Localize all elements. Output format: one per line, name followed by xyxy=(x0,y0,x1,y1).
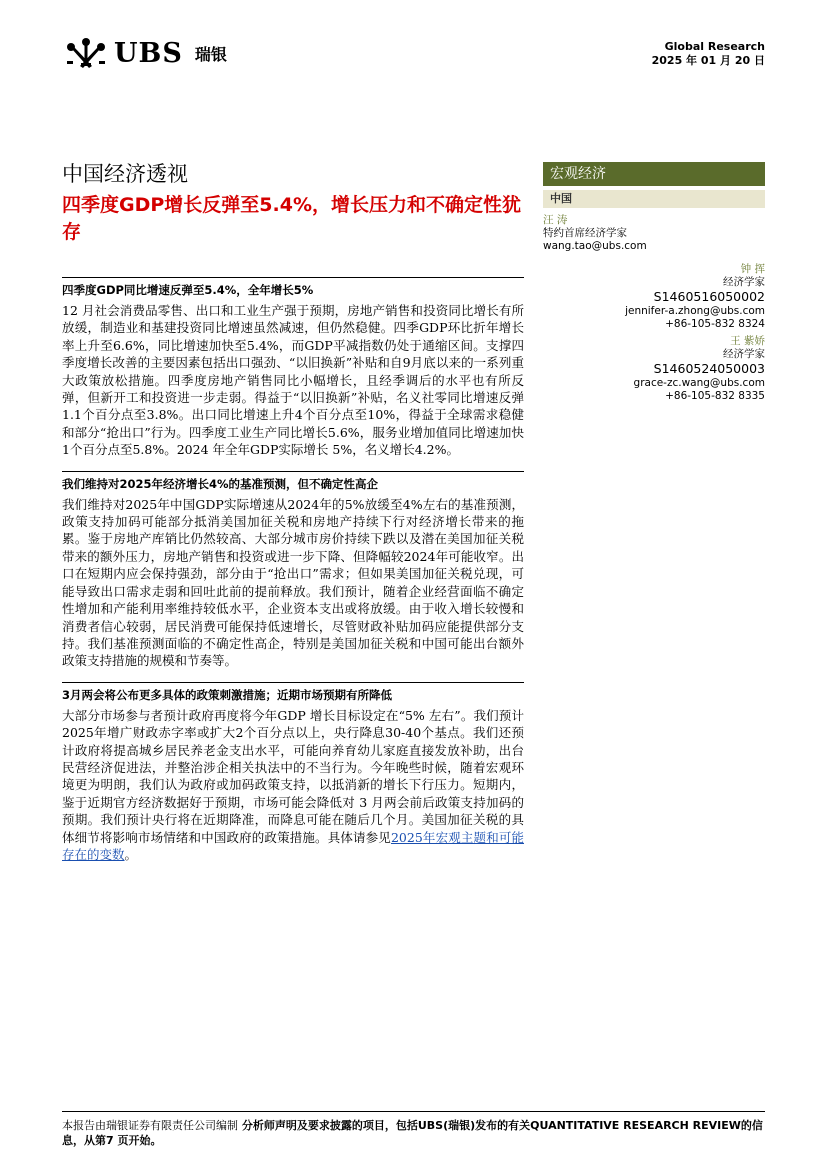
brand-name-cn: 瑞银 xyxy=(194,44,227,64)
analyst-id: S1460524050003 xyxy=(653,361,765,376)
footer-disclaimer xyxy=(62,1111,765,1148)
analyst-name: 钟 挥 xyxy=(740,263,765,275)
ubs-logo xyxy=(62,35,227,71)
analyst-phone: +86-105-832 8335 xyxy=(665,390,765,402)
division-label: Global Research xyxy=(664,40,765,53)
sidebar xyxy=(543,162,765,403)
header-meta xyxy=(652,40,765,68)
analyst-email[interactable]: wang.tao@ubs.com xyxy=(543,240,647,252)
macro-themes-link[interactable]: 2025年宏观主题和可能存在的变数 xyxy=(62,829,524,862)
country-bar: 中国 xyxy=(543,190,765,208)
ubs-keys-icon xyxy=(62,35,110,71)
footer-text-1: 本报告由瑞银证券有限责任公司编制 xyxy=(62,1119,238,1132)
section-heading: 3月两会将公布更多具体的政策刺激措施；近期市场预期有所降低 xyxy=(62,682,524,703)
analyst-role: 特约首席经济学家 xyxy=(543,227,627,239)
section-paragraph xyxy=(62,707,524,864)
paragraph-tail: 。 xyxy=(124,846,138,862)
report-subtitle: 四季度GDP增长反弹至5.4%，增长压力和不确定性犹存 xyxy=(62,194,521,243)
section-paragraph-text: 大部分市场参与者预计政府再度将今年GDP 增长目标设定在“5% 左右”。我们预计2025年增广财政赤字率或扩大2个百分点以上，央行降息30-40个基点。我们还预计政府将提高城乡居民养老金支出水平，可能向养育幼儿家庭直接发放补助，出台民营经济促进法，并整治涉企相关执法中的不当行为。今年晚些时候，随着宏观环境更为明朗，我们认为政府或加码政策支持，以抵消新的增长下行压力。短期内，鉴于近期官方经济数据好于预期，市场可能会降低对 3 月两会前后政策支持加码的预期。我们预计央行将在近期降准，而降息可能在随后几个月。美国加征关税的具体细节将影响市场情绪和中国政府的政策措施。具体请参见 xyxy=(62,707,524,845)
analyst-role: 经济学家 xyxy=(723,276,765,288)
analyst-email[interactable]: grace-zc.wang@ubs.com xyxy=(633,377,765,389)
report-title: 中国经济透视 xyxy=(62,162,188,186)
analyst-role: 经济学家 xyxy=(723,348,765,360)
analyst-phone: +86-105-832 8324 xyxy=(665,318,765,330)
analyst-name: 汪 涛 xyxy=(543,214,568,226)
analyst-card xyxy=(543,335,765,403)
section-heading: 四季度GDP同比增速反弹至5.4%，全年增长5% xyxy=(62,277,524,298)
analyst-id: S1460516050002 xyxy=(653,289,765,304)
analyst-card xyxy=(543,214,765,253)
section-heading: 我们维持对2025年经济增长4%的基准预测，但不确定性高企 xyxy=(62,471,524,492)
brand-name: UBS xyxy=(114,37,183,69)
main-content xyxy=(62,277,524,875)
report-date: 2025 年 01 月 20 日 xyxy=(651,54,765,67)
footer-text-2: 分析师声明及要求披露的项目，包括UBS(瑞银)发布的有关QUANTITATIVE RESEARCH REVIEW的信息，从第7 页开始。 xyxy=(62,1119,763,1147)
category-bar: 宏观经济 xyxy=(543,162,765,186)
section-paragraph: 我们维持对2025年中国GDP实际增速从2024年的5%放缓至4%左右的基准预测，政策支持加码可能部分抵消美国加征关税和房地产持续下行对经济增长带来的拖累。鉴于房地产库销比仍然较高、大部分城市房价持续下跌以及潜在美国加征关税带来的额外压力，房地产销售和投资或进一步下降、但降幅较2024年可能收窄。出口在短期内应会保持强劲，部分由于“抢出口”需求；但如果美国加征关税兑现，可能导致出口需求走弱和回吐此前的提前释放。我们预计，随着企业经营面临不确定性增加和产能利用率维持较低水平，企业资本支出或将放缓。由于收入增长较慢和消费者信心较弱，居民消费可能保持低速增长，尽管财政补贴加码应能提供部分支持。我们基准预测面临的不确定性高企，特别是美国加征关税和中国可能出台额外政策支持措施的规模和节奏等。 xyxy=(62,496,524,669)
analyst-name: 王 紫娇 xyxy=(730,335,765,347)
section-paragraph: 12 月社会消费品零售、出口和工业生产强于预期，房地产销售和投资同比增长有所放缓，制造业和基建投资同比增速虽然减速，但仍然稳健。四季GDP环比折年增长率上升至6.6%，同比增速加快至5.4%，而GDP平减指数仍处于通缩区间。支撑四季度增长改善的主要因素包括出口强劲、“以旧换新”补贴和自9月底以来的一系列重大政策放松措施。四季度房地产销售同比小幅增长，且经季调后的水平也有所反弹，但新开工和投资进一步走弱。得益于“以旧换新”补贴，名义社零同比增速反弹1.1个百分点至3.8%。出口同比增速上升4个百分点至10%，得益于全球需求稳健和部分“抢出口”行为。四季度工业生产同比增长5.6%，服务业增加值同比增速加快1个百分点至5.8%。2024 年全年GDP实际增长 5%，名义增长4.2%。 xyxy=(62,303,524,458)
analyst-card xyxy=(543,263,765,331)
analyst-email[interactable]: jennifer-a.zhong@ubs.com xyxy=(625,305,765,317)
